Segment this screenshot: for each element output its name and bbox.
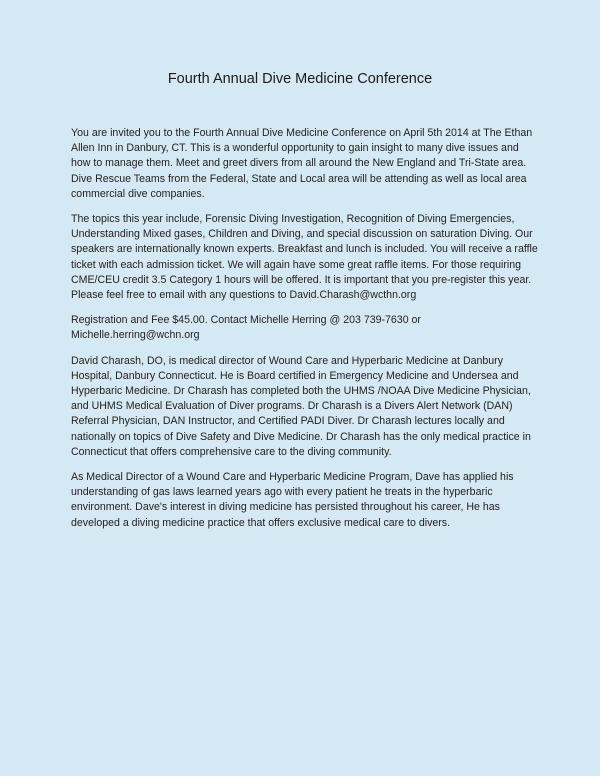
document-body [71,126,541,541]
document-title: Fourth Annual Dive Medicine Conference [167,71,433,87]
paragraph-registration: Registration and Fee $45.00. Contact Michelle Herring @ 203 739-7630 or Michelle.herring@wchn.org [71,314,421,342]
paragraph-bio: David Charash, DO, is medical director of Wound Care and Hyperbaric Medicine at Danbury Hospital, Danbury Connecticut. He is Board certified in Emergency Medicine and Undersea and Hyperbaric Medicine. Dr Charash has completed both the UHMS /NOAA Dive Medicine Physician, and UHMS Medical Evaluation of Diver programs. Dr Charash is a Divers Alert Network (DAN) Referral Physician, DAN Instructor, and Certified PADI Diver. Dr Charash lectures locally and nationally on topics of Dive Safety and Dive Medicine. Dr Charash has the only medical practice in Connecticut that offers comprehensive care to the diving community. [71,354,531,458]
paragraph-invitation: You are invited you to the Fourth Annual Dive Medicine Conference on April 5th 2014 at The Ethan Allen Inn in Danbury, CT. This is a wonderful opportunity to gain insight to many dive issues and how to manage them. Meet and greet divers from all around the New England and Tri-State area. Dive Rescue Teams from the Federal, State and Local area will be attending as well as local area commercial dive companies. [71,127,533,200]
paragraph-topics: The topics this year include, Forensic Diving Investigation, Recognition of Diving Emergencies, Understanding Mixed gases, Children and Diving, and special discussion on saturation Diving. Our speakers are internationally known experts. Breakfast and lunch is included. You will receive a raffle ticket with each admission ticket. We will again have some great raffle items. For those requiring CME/CEU credit 3.5 Category 1 hours will be offered. It is important that you pre-register this year. Please feel free to email with any questions to David.Charash@wcthn.org [71,213,538,302]
paragraph-director: As Medical Director of a Wound Care and Hyperbaric Medicine Program, Dave has applied his understanding of gas laws learned years ago with every patient he treats in the hyperbaric environment. Dave's interest in diving medicine has persisted throughout his career, He has developed a diving medicine practice that offers exclusive medical care to divers. [71,471,514,529]
